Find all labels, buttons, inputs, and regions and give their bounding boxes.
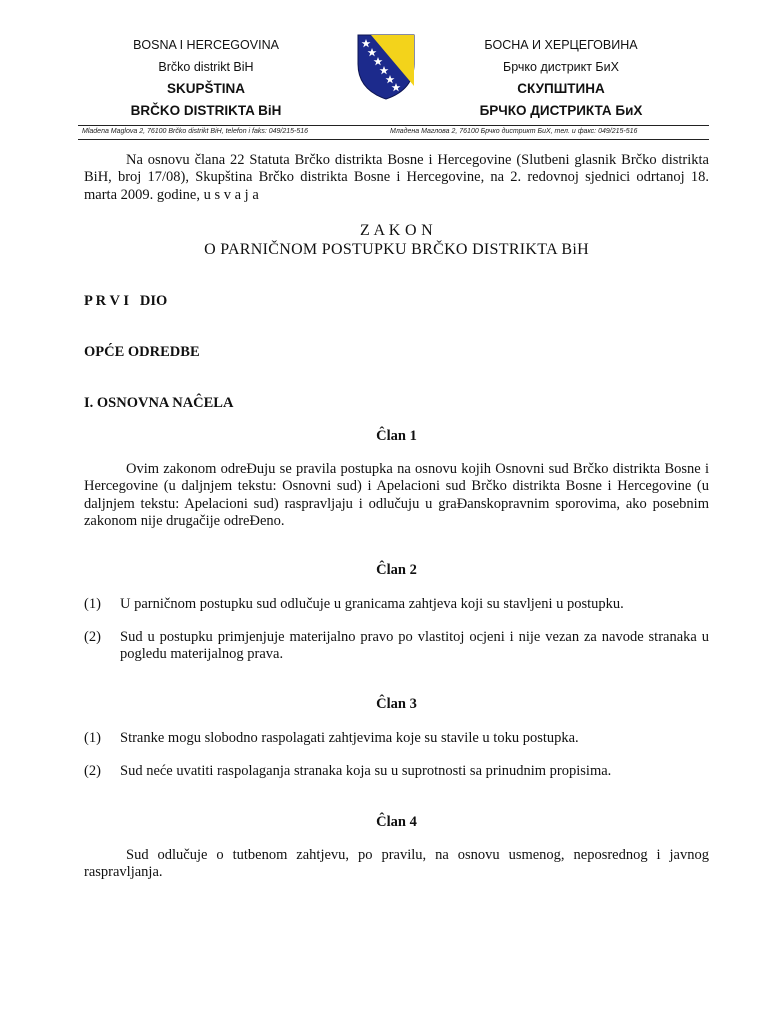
article-3-item-2 [84,763,709,780]
item-text: Sud neće uvatiti raspolaganja stranaka koja su u suprotnosti sa prinudnim propisima. [120,763,612,779]
article-4-text: Sud odlučuje o tutbenom zahtjevu, po pravilu, na osnovu usmenog, neposrednog i javnog raspravljanja. [84,847,709,881]
article-3-title: Ĉlan 3 [376,696,417,712]
header-country-cyr: БОСНА И ХЕРЦЕГОВИНА [484,38,638,52]
item-text: Sud u postupku primjenjuje materijalno pravo po vlastitoj ocjeni i nije vezan za navode stranaka u pogledu materijalnog prava. [120,629,709,663]
section-heading: I. OSNOVNA NAĈELA [84,395,234,411]
article-2-title: Ĉlan 2 [376,562,417,578]
general-provisions-heading: OPĆE ODREDBE [84,344,200,360]
item-number: (2) [84,763,101,779]
law-subtitle: O PARNIČNOM POSTUPKU BRČKO DISTRIKTA BiH [204,241,589,258]
header-rule-bottom [78,139,709,140]
header-district-cyr: Брчко дистрикт БиХ [503,60,619,74]
preamble: Na osnovu člana 22 Statuta Brčko distrikta Bosne i Hercegovine (Slutbeni glasnik Brčko distrikta BiH, broj 17/08), Skupština Brčko distrikta Bosne i Hercegovine, na 2. redovnoj sjednici odrtanoj 18. marta 2009. godine, u s v a j a [84,152,709,203]
header-country: BOSNA I HERCEGOVINA [133,38,279,52]
address-latin: Mladena Maglova 2, 76100 Brčko distrikt BiH, telefon i faks: 049/215-516 [82,128,309,135]
coat-of-arms-icon [357,34,415,100]
article-2-item-1 [84,596,709,613]
header-district-caps-cyr: БРЧКО ДИСТРИКТА БиХ [479,103,643,118]
header-cyrillic [436,34,686,122]
item-number: (1) [84,596,101,612]
item-text: U parničnom postupku sud odlučuje u granicama zahtjeva koji su stavljeni u postupku. [120,596,624,612]
law-title: Z A K O N [360,222,433,239]
article-2-item-2 [84,629,709,664]
article-3-item-1 [84,730,709,747]
item-text: Stranke mogu slobodno raspolagati zahtjevima koje su stavile u toku postupka. [120,730,579,746]
article-1-title: Ĉlan 1 [376,428,417,444]
header-district: Brčko distrikt BiH [158,60,254,74]
header-district-caps: BRČKO DISTRIKTA BiH [130,103,282,118]
article-1-text: Ovim zakonom odreĐuju se pravila postupka na osnovu kojih Osnovni sud Brčko distrikta Bosne i Hercegovine (u daljnjem tekstu: Osnovni sud) i Apelacioni sud Brčko distrikta Bosne i Hercegovine (u daljnjem tekstu: Apelacioni sud) raspravljaju i odlučuju u graĐanskopravnim sporovima, ako posebnim zakonom nije drugačije odreĐeno. [84,461,709,529]
article-4-title: Ĉlan 4 [376,814,417,830]
address-cyrillic: Младена Маглова 2, 76100 Брчко дистрикт БиХ, тел. и факс: 049/215-516 [390,128,638,135]
item-number: (1) [84,730,101,746]
header-assembly-cyr: СКУПШТИНА [517,81,605,96]
item-number: (2) [84,629,101,645]
part-heading: P R V I DIO [84,293,168,309]
header-latin [81,34,331,122]
header-assembly: SKUPŠTINA [166,81,245,96]
